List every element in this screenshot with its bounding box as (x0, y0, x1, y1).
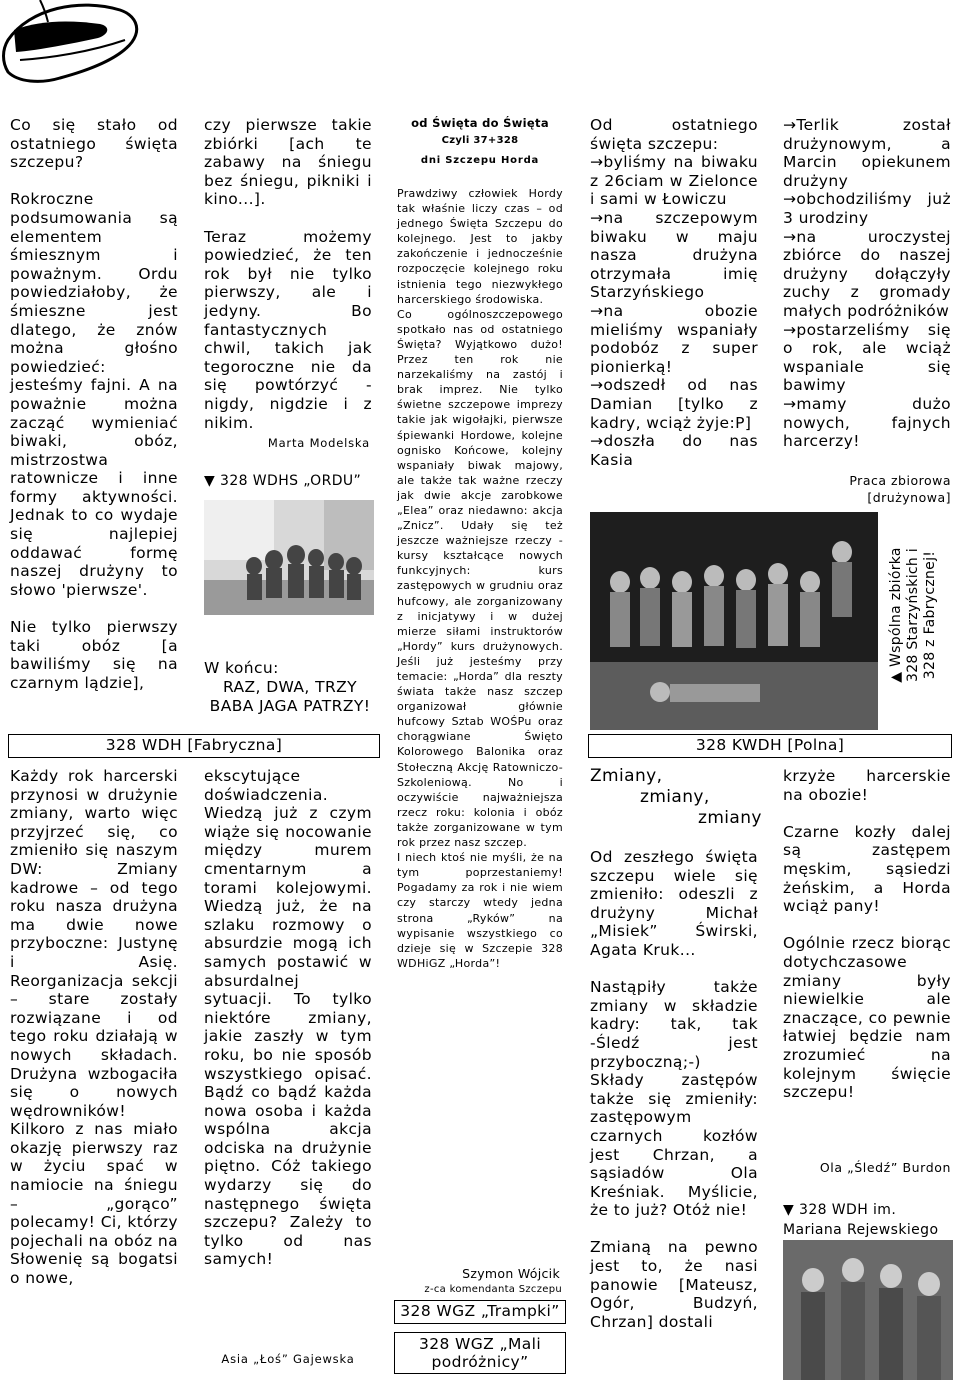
col2-bottom-author: Asia „Łoś” Gajewska (221, 1352, 355, 1366)
col3-sub1: Czyli 37+328 (441, 135, 519, 146)
col2-author: Marta Modelska (267, 436, 370, 450)
banner-polna: 328 KWDH [Polna] (588, 734, 952, 758)
col4-top-text: Od ostatniego święta szczepu: →byliśmy na biwaku z 26ciam w Zielonce i sami w Łowiczu →na szczepowym biwaku w maju nasza drużyna otrzymała imię Starzyńskiego →na obozie mieliśmy wspaniały podobóz z super pionierką! →odszedł od nas Damian [tylko z kadry, wciąż żyje:P] →doszła do nas Kasia (590, 116, 758, 469)
col2-end-text: RAZ, DWA, TRZY BABA JAGA PATRZY! (209, 678, 371, 715)
col2-photo-caption: ▼ 328 WDHS „ORDU” (204, 473, 362, 489)
col5-photo-caption: ▼ 328 WDH im. Mariana Rejewskiego (783, 1202, 939, 1238)
photo-caption-vertical: ▲ Wspólna zbiórka 328 Starzyńskich i 328 z Fabrycznej! (888, 547, 938, 683)
col4-heading-3: zmiany (698, 808, 762, 828)
logo-lips-drawing (0, 0, 150, 108)
col2-end-title: W końcu: (204, 659, 279, 677)
col4-heading-2: zmiany, (640, 787, 710, 807)
banner-fabryczna: 328 WDH [Fabryczna] (8, 734, 380, 758)
col3-sub2: dni Szczepu Horda (420, 155, 540, 166)
banner-trampki: 328 WGZ „Trampki” (394, 1300, 566, 1324)
photo-ordu-group (204, 500, 374, 615)
col2-top-text: czy pierwsze takie zbiórki [ach te zabawy na śniegu bez śniegu, pikniki i kino...]. Teraz możemy powiedzieć, że ten rok był nie tylko pierwszy, ale i jedyny. Bo fantastycznych chwil, takich jak tegoroczne nie da się powtórzyć -nigdy, nigdzie i z nikim. (204, 116, 372, 432)
col5-author: Praca zbiorowa [drużynowa] (849, 473, 951, 505)
col5-top-text: →Terlik został drużynowym, a Marcin opiekunem drużyny →obchodziliśmy już 3 urodziny →na uroczystej zbiórce do naszej drużyny dołączyły zuchy z gromady małych podróżników →postarzeliśmy się o rok, ale wciąż wspaniale się bawimy →mamy dużo nowych, fajnych harcerzy! (783, 116, 951, 451)
photo-rejewski (783, 1240, 953, 1380)
col5-author2: Ola „Śledź” Burdon (819, 1160, 951, 1175)
col3-title: od Święta do Święta (411, 116, 549, 130)
col1-bottom-text: Każdy rok harcerski przynosi w drużynie zmiany, warto więc przyjrzeć się, co zmieniło się naszym DW: Zmiany kadrowe – od tego roku nasza drużyna ma dwie nowe przyboczne: Justynę i Asię. Reorganizacja sekcji – stare zostały rozwiązane i od tego roku działają w nowych składach. Drużyna wzbogaciła się o nowych wędrowników! Kilkoro z nas miało okazję pierwszy raz w życiu spać w namiocie na śniegu – „gorąco” polecamy! Ci, którzy pojechali na obóz na Słowenię są bogatsi o nowe, (10, 767, 178, 1288)
col4-heading-1: Zmiany, (590, 766, 663, 786)
col4-bottom-text: Od zeszłego święta szczepu wiele się zmieniło: odeszli z drużyny Michał „Misiek” Świrski, Agata Kruk... Nastąpiły także zmiany w składzie kadry: tak, tak -Śledź jest przyboczną;-) Składy zastępów także się zmieniły: zastępowym czarnych kozłów jest Chrzan, a sąsiadów Ola Kreśniak. Myślicie, że to już? Otóż nie! Zmianą na pewno jest to, że nasi panowie [Mateusz, Ogór, Budzyń, Chrzan] dostali (590, 848, 758, 1331)
col5-bottom-text: krzyże harcerskie na obozie! Czarne kozły dalej są zastępem męskim, sąsiedzi żeńskim, a Horda wciąż pany! Ogólnie rzecz biorąc dotychczasowe zmiany były niewielkie ale znaczące, co pewnie łatwiej będzie nam zrozumieć na kolejnym święcie szczepu! (783, 767, 951, 1102)
col3-author: Szymon Wójcik (462, 1266, 560, 1281)
col2-bottom-text: ekscytujące doświadczenia. Wiedzą już z czym wiąże się nocowanie między murem cmentarnym a torami kolejowymi. Wiedzą już, że na szlaku rozmowy o absurdzie mogą ich samych postawić w absurdalnej sytuacji. To tylko niektóre zmiany, jakie zaszły w tym roku, bo nie sposób wszystkiego opisać. Bądź co bądź każda nowa osoba i każda wspólna akcja odciska na drużynie piętno. Cóż takiego wydarzy się do następnego święta szczepu? Zależy to tylko od nas samych! (204, 767, 372, 1269)
col3-body-text: Prawdziwy człowiek Hordy tak właśnie liczy czas – od jednego Święta Szczepu do kolejnego. Jest to jakby zakończenie i jednocześnie rozpoczęcie kolejnego roku istnienia tego niezwykłego harcerskiego środowiska. Co ogólnoszczepowego spotkało nas od ostatniego Święta? Wyjątkowo dużo! Przez ten rok nie narzekaliśmy na zastój i brak imprez. Nie tylko świetne szczepowe imprezy takie jak wigołajki, pierwsze śpiewanki Hordowe, kolejne ognisko Końcowe, kolejny wspaniały biwak majowy, ale także tak ważne rzeczy jak dwie akcje zarobkowe „Elea” oraz niedawno: akcja „Znicz”. Udały się też jeszcze ważniejsze rzeczy -kursy kształcące nowych funkcyjnych: kurs zastępowych w grudniu oraz hufcowy, ale zorganizowany z inicjatywy i w dużej mierze siłami instruktorów „Hordy” kurs drużynowych. Jeśli już jesteśmy przy temacie: „Horda” dla reszty świata także nasz szczep organizował głównie hufcowy Sztab WOŚPu oraz chorągwiane Święto Kolorowego Balonika oraz Stołeczną Akcję Ratowniczo-Szkoleniową. No i oczywiście najważniejsza rzecz roku: kolonia i obóz także zorganizowane w tym rok przez nasz szczep. I niech ktoś nie myśli, że na tym poprzestaniemy! Pogadamy za rok i nie wiem czy starczy wtedy jedna strona „Ryków” na wypisanie wszystkiego co dzieje się w Szczepie 328 WDHiGZ „Horda”! (397, 187, 563, 970)
banner-mali-podroznicy: 328 WGZ „Mali podróżnicy” (394, 1332, 566, 1374)
col3-author-role: z-ca komendanta Szczepu (424, 1284, 562, 1295)
col1-top-text: Co się stało od ostatniego święta szczepu? Rokroczne podsumowania są elementem śmiesznym i poważnym. Ordu powiedziałoby, że śmieszne jest dlatego, że znów można głośno powiedzieć: jesteśmy fajni. A na poważnie można zacząć wymieniać biwaki, obóz, mistrzostwa ratownicze i inne formy aktywności. Jednak to co wydaje się najlepiej oddawać formę naszej drużyny to słowo 'pierwsze'. Nie tylko pierwszy taki obóz [a bawiliśmy się na czarnym lądzie], (10, 116, 178, 692)
photo-group-night (590, 512, 878, 730)
